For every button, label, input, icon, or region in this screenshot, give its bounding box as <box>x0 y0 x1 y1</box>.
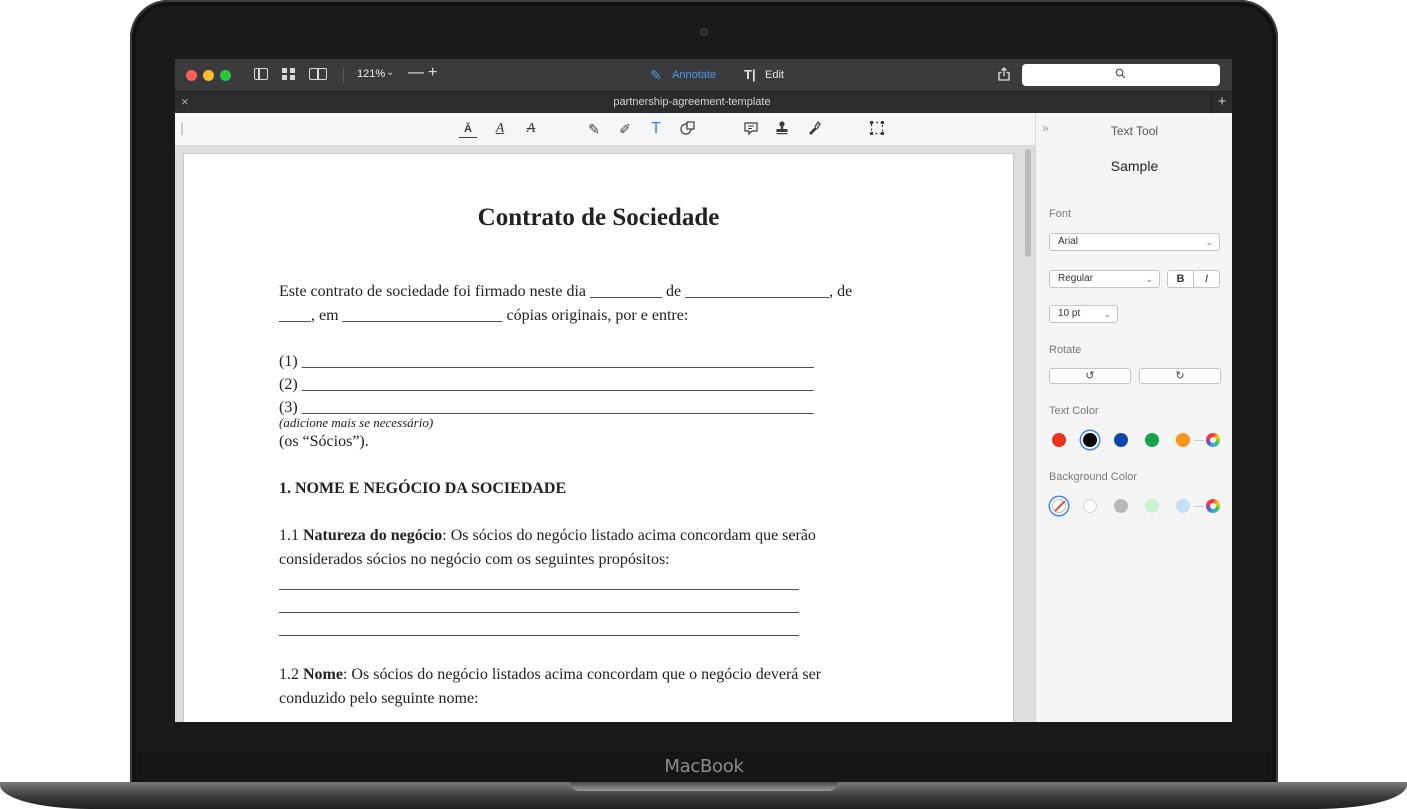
font-style-value: Regular <box>1058 273 1094 284</box>
zoom-out-button[interactable]: — <box>408 64 424 81</box>
app-window <box>175 59 1232 722</box>
text-strikethrough-icon[interactable]: A <box>526 121 536 136</box>
party-line-2: (2) ________________________________________________________________ <box>279 376 814 393</box>
custom-color-picker-icon[interactable] <box>1206 433 1220 447</box>
background-color-swatch[interactable] <box>1052 499 1066 513</box>
text-color-swatch[interactable] <box>1083 433 1097 447</box>
document-title: Contrato de Sociedade <box>477 204 720 231</box>
device-brand: MacBook <box>664 756 744 777</box>
font-sample-preview: Sample <box>1110 158 1159 174</box>
background-color-label: Background Color <box>1049 471 1138 483</box>
rotate-right-button[interactable]: ↻ <box>1139 368 1221 384</box>
toolbar-divider <box>343 67 344 83</box>
text-tool-icon[interactable]: T <box>651 120 661 137</box>
rotate-label: Rotate <box>1049 344 1082 356</box>
pdf-page[interactable] <box>184 154 1013 722</box>
window-close-button[interactable] <box>186 70 197 81</box>
signature-icon[interactable] <box>805 120 823 138</box>
font-label: Font <box>1049 208 1072 220</box>
section-1-1-line-2: considerados sócios no negócio com os seguintes propósitos: <box>279 551 670 568</box>
annotate-pen-icon[interactable]: ✎ <box>650 67 662 83</box>
annotate-mode-button[interactable]: Annotate <box>672 69 717 81</box>
chevron-down-icon: ⌄ <box>1205 237 1213 247</box>
text-color-label: Text Color <box>1049 405 1099 417</box>
edit-text-icon[interactable]: T| <box>744 67 756 82</box>
vertical-scrollbar[interactable] <box>1023 149 1032 719</box>
chevron-down-icon: ⌄ <box>1145 274 1153 284</box>
edit-mode-button[interactable]: Edit <box>765 69 784 81</box>
zoom-level[interactable]: 121% <box>357 68 386 80</box>
text-color-swatch[interactable] <box>1145 433 1159 447</box>
section-1-1-line-1: 1.1 Natureza do negócio: Os sócios do negócio listado acima concordam que serão <box>279 527 816 544</box>
section-1-2-line-1: 1.2 Nome: Os sócios do negócio listados acima concordam que o negócio deverá ser <box>279 666 822 683</box>
font-family-select[interactable] <box>1049 233 1220 251</box>
font-size-select[interactable] <box>1049 305 1118 323</box>
titlebar <box>175 59 1232 91</box>
blank-line-3: _________________________________________________________________ <box>279 621 799 638</box>
blank-line-1: _________________________________________________________________ <box>279 575 799 592</box>
tab-bar <box>175 91 1232 113</box>
rotate-left-button[interactable]: ↺ <box>1049 368 1131 384</box>
party-line-1: (1) ________________________________________________________________ <box>279 353 814 370</box>
text-color-swatch[interactable] <box>1114 433 1128 447</box>
swatch-divider <box>1194 440 1204 441</box>
sidebar-toggle-icon[interactable] <box>254 68 268 80</box>
background-color-swatch[interactable] <box>1176 499 1190 513</box>
tab-document-title[interactable]: partnership-agreement-template <box>613 96 771 108</box>
two-page-view-icon[interactable] <box>309 68 327 80</box>
zoom-in-button[interactable]: + <box>428 64 438 81</box>
search-icon <box>1115 68 1126 82</box>
blank-line-2: _________________________________________________________________ <box>279 598 799 615</box>
italic-button[interactable]: I <box>1193 270 1220 288</box>
panel-title: Text Tool <box>1110 124 1159 138</box>
add-more-note: (adicione mais se necessário) <box>279 415 434 430</box>
font-size-value: 10 pt <box>1058 308 1081 319</box>
section-1-heading: 1. NOME E NEGÓCIO DA SOCIEDADE <box>279 480 567 497</box>
chevron-down-icon: ⌄ <box>1103 309 1111 319</box>
font-style-select[interactable] <box>1049 270 1160 288</box>
highlighter-icon[interactable]: ✐ <box>619 121 631 137</box>
custom-color-picker-icon[interactable] <box>1206 499 1220 513</box>
background-color-swatch[interactable] <box>1083 499 1097 513</box>
text-tool-panel <box>1035 113 1232 722</box>
text-color-swatch[interactable] <box>1176 433 1190 447</box>
section-1-2-line-2: conduzido pelo seguinte nome: <box>279 690 479 707</box>
search-input[interactable] <box>1022 64 1220 86</box>
base-notch <box>570 782 838 791</box>
new-tab-button[interactable]: + <box>1211 92 1232 113</box>
party-line-3: (3) ________________________________________________________________ <box>279 399 814 416</box>
text-color-swatch[interactable] <box>1052 433 1066 447</box>
window-minimize-button[interactable] <box>203 70 214 81</box>
bold-button[interactable]: B <box>1167 270 1194 288</box>
stamp-icon[interactable] <box>773 120 791 138</box>
intro-line-2: ____, em ____________________ cópias originais, por e entre: <box>279 307 689 324</box>
annotation-toolbar <box>175 113 1035 146</box>
camera <box>700 28 708 36</box>
toolbar-grip[interactable] <box>181 123 183 135</box>
shapes-icon[interactable] <box>679 120 697 138</box>
background-color-swatch[interactable] <box>1145 499 1159 513</box>
selection-icon[interactable] <box>868 120 886 138</box>
background-color-swatch[interactable] <box>1114 499 1128 513</box>
zoom-chevron-down-icon[interactable]: ⌄ <box>386 67 395 78</box>
note-icon[interactable] <box>742 120 760 138</box>
intro-line-1: Este contrato de sociedade foi firmado neste dia _________ de __________________, de <box>279 283 853 300</box>
thumbnail-grid-icon[interactable] <box>282 68 296 80</box>
tab-close-button[interactable]: × <box>181 94 189 109</box>
window-maximize-button[interactable] <box>220 70 231 81</box>
collapse-panel-icon[interactable]: » <box>1042 121 1049 135</box>
pencil-icon[interactable]: ✎ <box>588 121 600 137</box>
document-viewport[interactable] <box>175 146 1035 722</box>
partners-definition: (os “Sócios”). <box>279 433 369 450</box>
text-box-icon[interactable]: Ā <box>459 120 477 138</box>
text-underline-icon[interactable]: A <box>495 121 505 136</box>
scrollbar-thumb[interactable] <box>1025 149 1031 257</box>
share-icon[interactable] <box>998 67 1010 81</box>
swatch-divider <box>1194 506 1204 507</box>
font-family-value: Arial <box>1058 236 1079 247</box>
